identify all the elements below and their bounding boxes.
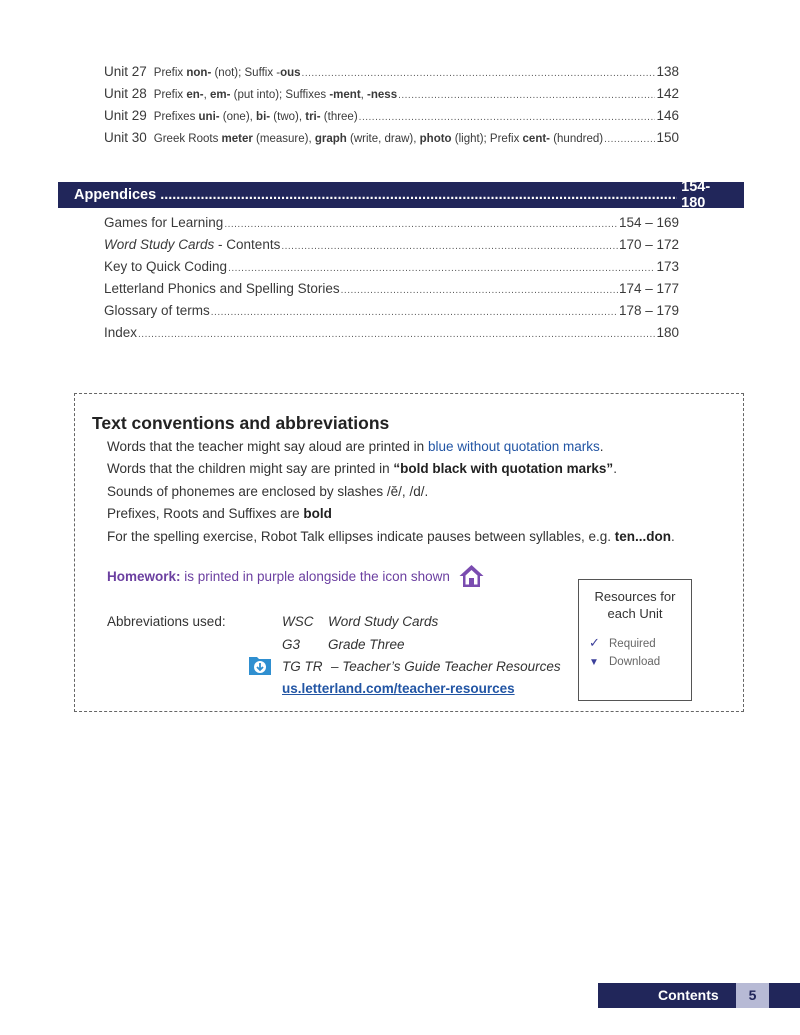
abbr-code: TG TR <box>282 659 323 674</box>
homework-line: Homework: is printed in purple alongside the icon shown <box>107 569 450 584</box>
appendix-item[interactable]: Letterland Phonics and Spelling Stories ..... 174 – 177 <box>104 281 679 296</box>
abbr-text: – Teacher’s Guide Teacher Resources <box>331 659 561 674</box>
appendix-item[interactable]: Key to Quick Coding ..... 173 <box>104 259 679 274</box>
house-icon <box>458 563 485 589</box>
appendices-title: Appendices <box>74 187 157 203</box>
footer-page-number: 5 <box>736 983 769 1008</box>
conventions-title: Text conventions and abbreviations <box>92 413 390 433</box>
legend-required: ✓ Required <box>589 635 656 650</box>
toc-row-unit-27: Unit 27 Prefix non- (not); Suffix -ous ..... 138 <box>104 64 679 79</box>
page-number: 142 <box>656 86 679 101</box>
download-icon <box>248 654 272 676</box>
appendix-item[interactable]: Index ..... 180 <box>104 325 679 340</box>
resources-legend-title: Resources for each Unit <box>594 589 676 621</box>
convention-line: Prefixes, Roots and Suffixes are bold <box>107 506 332 521</box>
footer-section-label: Contents <box>658 987 719 1003</box>
appendices-range: 154-180 <box>681 179 711 211</box>
appendix-item[interactable]: Word Study Cards - Contents ..... 170 – 172 <box>104 237 679 252</box>
teacher-resources-link[interactable]: us.letterland.com/teacher-resources <box>282 681 515 696</box>
abbr-text: Word Study Cards <box>328 614 439 629</box>
page-number: 138 <box>656 64 679 79</box>
legend-download: ▼ Download <box>589 656 661 668</box>
appendix-item[interactable]: Games for Learning ..... 154 – 169 <box>104 215 679 230</box>
toc-row-unit-29: Unit 29 Prefixes uni- (one), bi- (two), tri- (three) ..... 146 <box>104 108 679 123</box>
abbr-text: Grade Three <box>328 637 405 652</box>
appendix-item[interactable]: Glossary of terms ..... 178 – 179 <box>104 303 679 318</box>
check-icon: ✓ <box>589 635 600 650</box>
abbreviations-label: Abbreviations used: <box>107 614 226 629</box>
convention-line: Words that the children might say are printed in “bold black with quotation marks”. <box>107 461 617 476</box>
toc-row-unit-30: Unit 30 Greek Roots meter (measure), graph (write, draw), photo (light); Prefix cent- (hundred) ..... 150 <box>104 130 679 145</box>
down-arrow-icon: ▼ <box>589 657 599 668</box>
page-number: 150 <box>656 130 679 145</box>
appendices-header[interactable] <box>58 179 744 211</box>
abbr-code: G3 <box>282 637 301 652</box>
abbr-code: WSC <box>282 614 314 629</box>
convention-line: Sounds of phonemes are enclosed by slashes /ĕ/, /d/. <box>107 484 429 499</box>
convention-line: Words that the teacher might say aloud are printed in blue without quotation marks. <box>107 439 604 454</box>
toc-row-unit-28: Unit 28 Prefix en-, em- (put into); Suffixes -ment, -ness ..... 142 <box>104 86 679 101</box>
convention-line: For the spelling exercise, Robot Talk ellipses indicate pauses between syllables, e.g. ten...don. <box>107 529 675 544</box>
page-number: 146 <box>656 108 679 123</box>
